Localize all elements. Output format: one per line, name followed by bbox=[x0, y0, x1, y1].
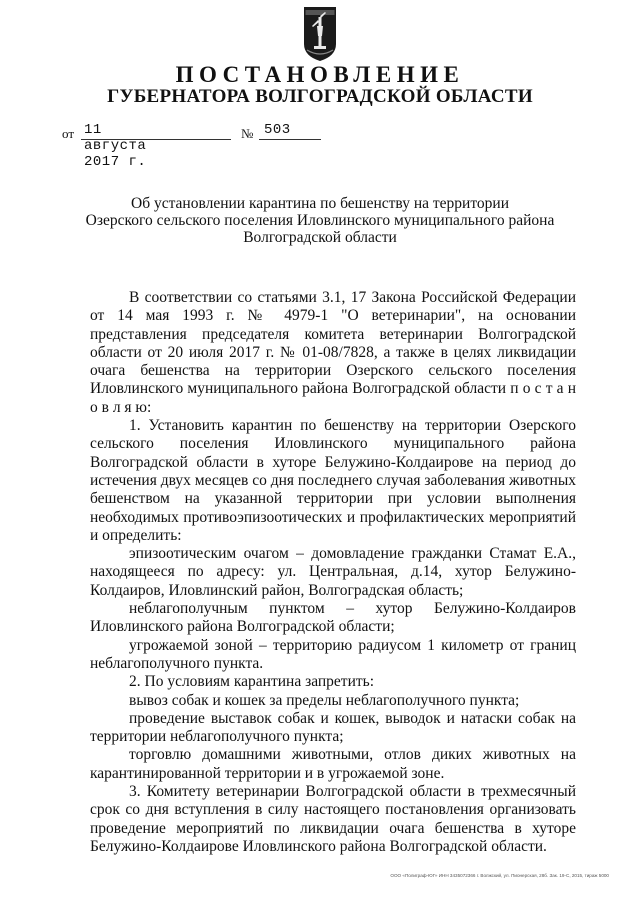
ban-export-paragraph: вывоз собак и кошек за пределы неблагополучного пункта; bbox=[129, 691, 520, 709]
threatened-zone-paragraph: угрожаемой зоной – территорию радиусом 1 километр от границ неблагополучного пункта. bbox=[90, 636, 576, 672]
heading-line: Об установлении карантина по бешенству на территории bbox=[131, 195, 509, 212]
date-value: 11 августа 2017 г. bbox=[84, 122, 147, 170]
unfavorable-point-paragraph: неблагополучным пунктом – хутор Белужино-Колдаиров Иловлинского района Волгоградской области; bbox=[90, 600, 576, 636]
printer-imprint: ООО «Полиграф-ЮГ» ИНН 3435072366 г. Волжский, ул. Пионерская, 28б. Зак. 19-С, 2015, тираж 5000 bbox=[390, 873, 609, 878]
number-value: 503 bbox=[264, 122, 291, 138]
clause-1-paragraph: 1. Установить карантин по бешенству на территории Озерского сельского поселения Иловлинского муниципального района Волгоградской области в хуторе Белужино-Колдаирове на период до истечения двух месяцев со дня последнего случая заболевания животных бешенством на указанной территории при условии выполнения необходимых противоэпизоотических и профилактических мероприятий и определить: bbox=[90, 417, 576, 544]
document-body bbox=[90, 289, 576, 856]
clause-2-paragraph: 2. По условиям карантина запретить: bbox=[129, 673, 375, 691]
date-underline bbox=[81, 139, 231, 140]
issuer-title: ГУБЕРНАТОРА ВОЛГОГРАДСКОЙ ОБЛАСТИ bbox=[107, 86, 533, 107]
heading-line: Озерского сельского поселения Иловлинского муниципального района bbox=[85, 212, 555, 229]
ban-trade-paragraph: торговлю домашними животными, отлов диких животных на карантинированной территории и в угрожаемой зоне. bbox=[90, 746, 576, 782]
clause-3-paragraph: 3. Комитету ветеринарии Волгоградской области в трехмесячный срок со дня вступления в силу настоящего постановления организовать проведение мероприятий по ликвидации очага бешенства в хуторе Белужино-Колдаирове Иловлинского района Волгоградской области. bbox=[90, 783, 576, 855]
date-label: от bbox=[62, 126, 75, 141]
document-type-title: ПОСТАНОВЛЕНИЕ bbox=[175, 62, 465, 87]
epizootic-focus-paragraph: эпизоотическим очагом – домовладение гражданки Стамат Е.А., находящееся по адресу: ул. Центральная, д.14, хутор Белужино-Колдаиров, Иловлинский район, Волгоградская область; bbox=[90, 545, 576, 599]
number-underline bbox=[259, 139, 321, 140]
document-heading bbox=[60, 195, 580, 246]
heading-line: Волгоградской области bbox=[243, 229, 397, 246]
coat-of-arms-emblem bbox=[303, 6, 337, 62]
ban-exhibitions-paragraph: проведение выставок собак и кошек, выводок и натаски собак на территории неблагополучного пункта; bbox=[90, 709, 576, 746]
preamble-paragraph: В соответствии со статьями 3.1, 17 Закона Российской Федерации от 14 мая 1993 г. № 4979-1 "О ветеринарии", на основании представления председателя комитета ветеринарии Волгоградской области от 20 июля 2017 г. № 01-08/7828, а также в целях ликвидации очага бешенства на территории Озерского сельского поселения Иловлинского муниципального района Волгоградской области п о с т а н о в л я ю: bbox=[90, 289, 576, 416]
number-label: № bbox=[241, 126, 254, 141]
